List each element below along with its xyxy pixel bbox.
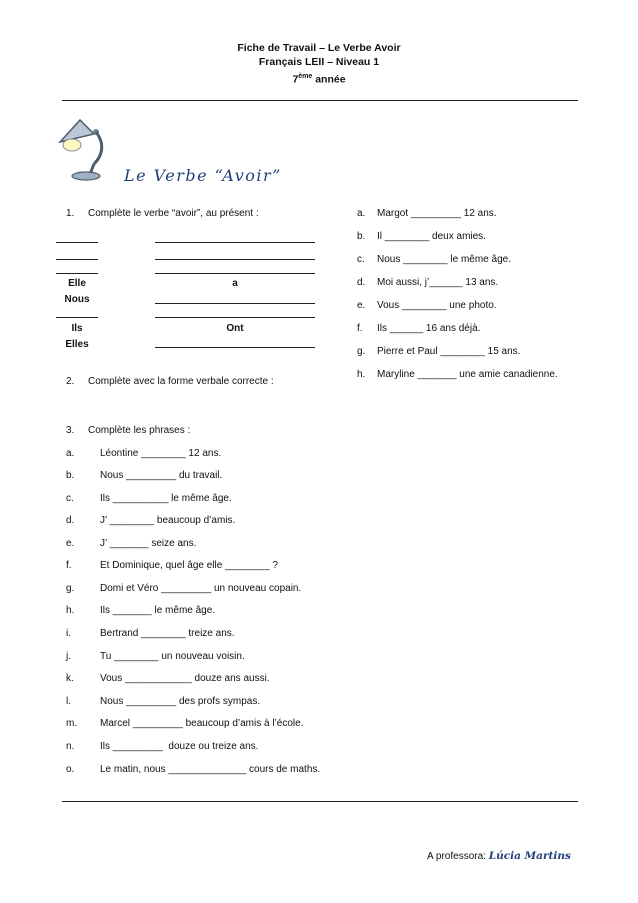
- pronoun-blank[interactable]: [56, 242, 98, 243]
- list-item: Ils _______ le même âge.: [100, 605, 216, 616]
- list-item: Pierre et Paul ________ 15 ans.: [377, 346, 521, 357]
- list-item: Marcel _________ beaucoup d’amis à l’école.: [100, 718, 304, 729]
- list-item: Nous ________ le même âge.: [377, 254, 511, 265]
- grade-suffix: ème: [298, 73, 313, 80]
- grade-label: année: [312, 73, 346, 86]
- list-item: J’ ________ beaucoup d’amis.: [100, 515, 236, 526]
- list-item-label: d.: [357, 277, 366, 288]
- answer-text: Ont: [226, 323, 244, 334]
- list-item-label: a.: [357, 208, 366, 219]
- pronoun-label: Nous: [64, 294, 90, 305]
- ex1-instruction: Complète le verbe “avoir”, au présent :: [88, 208, 259, 219]
- list-item-label: o.: [66, 764, 75, 775]
- list-item-label: k.: [66, 673, 74, 684]
- list-item: Moi aussi, j’______ 13 ans.: [377, 277, 499, 288]
- answer-blank[interactable]: [155, 347, 315, 348]
- list-item-label: i.: [66, 628, 71, 639]
- answer-blank[interactable]: [155, 303, 315, 304]
- pronoun-label: Ils: [71, 323, 83, 334]
- list-item-label: f.: [66, 560, 72, 571]
- list-item: Maryline _______ une amie canadienne.: [377, 369, 558, 380]
- header-divider: [62, 100, 578, 101]
- list-item: Vous ________ une photo.: [377, 300, 497, 311]
- answer-blank[interactable]: [155, 317, 315, 318]
- worksheet-title: Le Verbe “Avoir”: [124, 166, 282, 185]
- header-grade: [0, 70, 638, 87]
- list-item-label: f.: [357, 323, 363, 334]
- list-item: Tu ________ un nouveau voisin.: [100, 651, 245, 662]
- list-item-label: e.: [66, 538, 75, 549]
- list-item: Nous _________ du travail.: [100, 470, 223, 481]
- desk-lamp-icon: [54, 114, 118, 182]
- list-item: Margot _________ 12 ans.: [377, 208, 497, 219]
- list-item: Vous ____________ douze ans aussi.: [100, 673, 270, 684]
- list-item: J’ _______ seize ans.: [100, 538, 197, 549]
- list-item-label: b.: [66, 470, 75, 481]
- list-item: Et Dominique, quel âge elle ________ ?: [100, 560, 278, 571]
- list-item-label: a.: [66, 448, 75, 459]
- pronoun-blank[interactable]: [56, 259, 98, 260]
- list-item: Léontine ________ 12 ans.: [100, 448, 222, 459]
- footer-divider: [62, 801, 578, 802]
- list-item-label: m.: [66, 718, 78, 729]
- footer-prefix: A professora:: [427, 851, 489, 862]
- ex2-instruction: Complète avec la forme verbale correcte :: [88, 376, 274, 387]
- answer-text: a: [232, 278, 238, 289]
- pronoun-blank[interactable]: [56, 273, 98, 274]
- footer-credit: [427, 850, 571, 862]
- answer-blank[interactable]: [155, 273, 315, 274]
- list-item: Il ________ deux amies.: [377, 231, 486, 242]
- list-item: Bertrand ________ treize ans.: [100, 628, 235, 639]
- list-item: Ils __________ le même âge.: [100, 493, 232, 504]
- ex1-number: 1.: [66, 208, 75, 219]
- ex3-instruction: Complète les phrases :: [88, 425, 191, 436]
- list-item: Le matin, nous ______________ cours de maths.: [100, 764, 321, 775]
- list-item: Ils ______ 16 ans déjà.: [377, 323, 481, 334]
- list-item-label: j.: [66, 651, 71, 662]
- answer-blank[interactable]: [155, 242, 315, 243]
- list-item: Ils _________ douze ou treize ans.: [100, 741, 259, 752]
- ex2-number: 2.: [66, 376, 75, 387]
- ex3-number: 3.: [66, 425, 75, 436]
- list-item-label: h.: [357, 369, 366, 380]
- list-item-label: b.: [357, 231, 366, 242]
- list-item: Domi et Véro _________ un nouveau copain.: [100, 583, 302, 594]
- list-item-label: g.: [357, 346, 366, 357]
- list-item-label: g.: [66, 583, 75, 594]
- pronoun-blank[interactable]: [56, 317, 98, 318]
- answer-blank[interactable]: [155, 259, 315, 260]
- list-item-label: n.: [66, 741, 75, 752]
- list-item-label: c.: [357, 254, 365, 265]
- list-item-label: c.: [66, 493, 74, 504]
- header-title: Fiche de Travail – Le Verbe Avoir: [237, 42, 401, 54]
- list-item-label: l.: [66, 696, 71, 707]
- pronoun-label: Elle: [68, 278, 86, 289]
- pronoun-label: Elles: [65, 339, 89, 350]
- list-item-label: e.: [357, 300, 366, 311]
- list-item-label: d.: [66, 515, 75, 526]
- list-item-label: h.: [66, 605, 75, 616]
- header-subtitle: Français LEII – Niveau 1: [258, 56, 380, 68]
- teacher-name: Lúcia Martins: [488, 850, 571, 862]
- grade-number: 7: [292, 73, 299, 86]
- list-item: Nous _________ des profs sympas.: [100, 696, 261, 707]
